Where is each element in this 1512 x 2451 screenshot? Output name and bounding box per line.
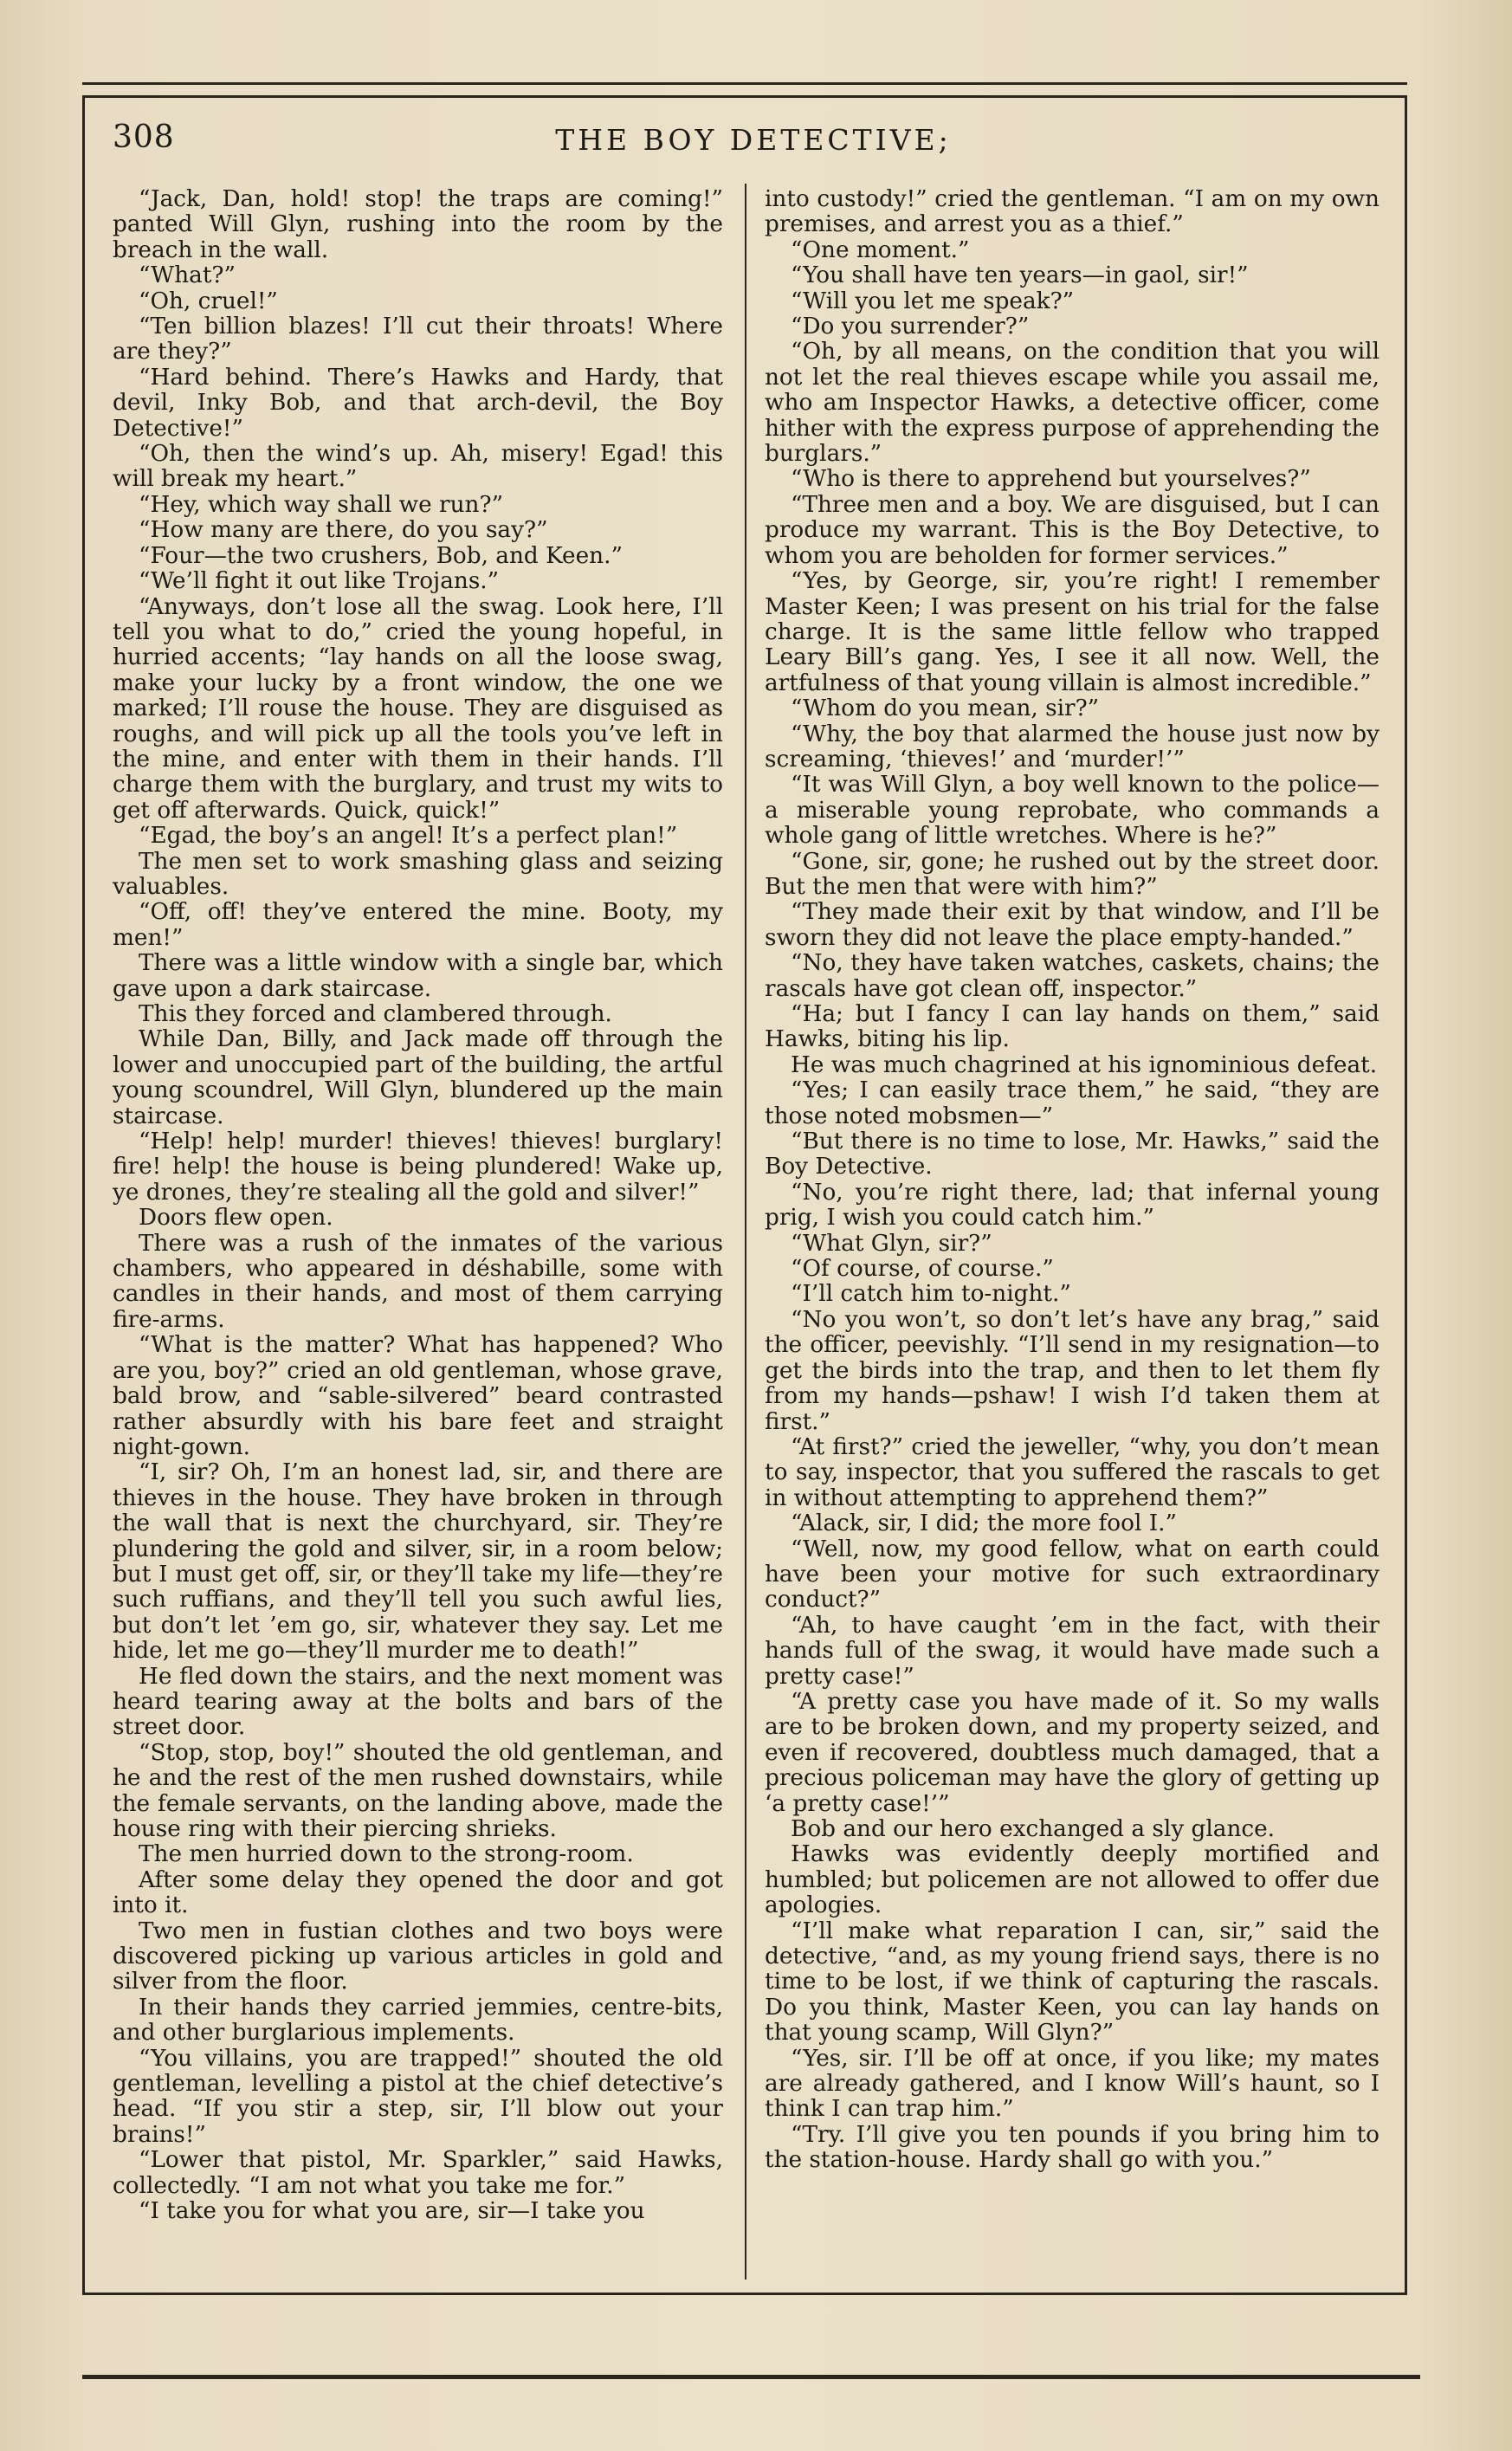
paragraph: “Oh, cruel!”	[139, 288, 278, 314]
paragraph: Doors flew open.	[139, 1205, 333, 1232]
paragraph: “Yes, by George, sir, you’re right! I remember Master Keen; I was present on his trial for the false charge. It is the same little fellow who trapped Leary Bill’s gang. Yes, I see it all now. Well, the artfulness of that young villain is almost incredible.”	[765, 568, 1380, 696]
paragraph: “Ha; but I fancy I can lay hands on them,” said Hawks, biting his lip.	[765, 1001, 1380, 1053]
left-column	[113, 187, 723, 2225]
paragraph: He fled down the stairs, and the next moment was heard tearing away at the bolts and bars of the street door.	[113, 1663, 723, 1741]
paragraph: Hawks was evidently deeply mortified and humbled; but policemen are not allowed to offer due apologies.	[765, 1841, 1380, 1919]
paragraph: “Help! help! murder! thieves! thieves! burglary! fire! help! the house is being plundered! Wake up, ye drones, they’re stealing all the gold and silver!”	[113, 1128, 723, 1206]
page-header	[113, 120, 1394, 171]
paragraph: “I, sir? Oh, I’m an honest lad, sir, and there are thieves in the house. They have broken in through the wall that is next the churchyard, sir. They’re plundering the gold and silver, sir, in a room below; but I must get off, sir, or they’ll take my life—they’re such ruffians, and they’ll tell you such awful lies, but don’t let ’em go, sir, whatever they say. Let me hide, let me go—they’ll murder me to death!”	[113, 1459, 723, 1665]
paragraph: “Hard behind. There’s Hawks and Hardy, that devil, Inky Bob, and that arch-devil, the Boy Detective!”	[113, 364, 723, 442]
paragraph: “How many are there, do you say?”	[139, 517, 548, 544]
paragraph: “Three men and a boy. We are disguised, but I can produce my warrant. This is the Boy Detective, to whom you are beholden for former services.”	[765, 491, 1380, 569]
paragraph: “No you won’t, so don’t let’s have any brag,” said the officer, peevishly. “I’ll send in my resignation—to get the birds into the trap, and then to let them fly from my hands—pshaw! I wish I’d taken them at first.”	[765, 1306, 1380, 1435]
paragraph: “Anyways, don’t lose all the swag. Look here, I’ll tell you what to do,” cried the young hopeful, in hurried accents; “lay hands on all the loose swag, make your lucky by a front window, the one we marked; I’ll rouse the house. They are disguised as roughs, and will pick up all the tools you’ve left in the mine, and enter with them in their hands. I’ll charge them with the burglary, and trust my wits to get off afterwards. Quick, quick!”	[113, 593, 723, 824]
paragraph: “No, they have taken watches, caskets, chains; the rascals have got clean off, inspector.”	[765, 950, 1380, 1002]
paragraph: “Gone, sir, gone; he rushed out by the street door. But the men that were with him?”	[765, 848, 1380, 900]
paragraph: “Stop, stop, boy!” shouted the old gentleman, and he and the rest of the men rushed downstairs, while the female servants, on the landing above, made the house ring with their piercing shrieks.	[113, 1739, 723, 1842]
paragraph: “You shall have ten years—in gaol, sir!”	[791, 262, 1249, 289]
paragraph: “What is the matter? What has happened? Who are you, boy?” cried an old gentleman, whose grave, bald brow, and “sable-silvered” beard contrasted rather absurdly with his bare feet and straight night-gown.	[113, 1332, 723, 1460]
paragraph: There was a little window with a single bar, which gave upon a dark staircase.	[113, 950, 723, 1002]
paragraph: After some delay they opened the door and got into it.	[113, 1866, 723, 1919]
paragraph: “You villains, you are trapped!” shouted the old gentleman, levelling a pistol at the chief detective’s head. “If you stir a step, sir, I’ll blow out your brains!”	[113, 2045, 723, 2148]
paragraph: “Well, now, my good fellow, what on earth could have been your motive for such extraordinary conduct?”	[765, 1536, 1380, 1614]
paragraph: “I take you for what you are, sir—I take you	[139, 2198, 645, 2225]
paragraph: “Jack, Dan, hold! stop! the traps are coming!” panted Will Glyn, rushing into the room by the breach in the wall.	[113, 186, 723, 263]
paragraph: “I’ll catch him to-night.”	[791, 1281, 1071, 1308]
paragraph: He was much chagrined at his ignominious defeat.	[791, 1051, 1378, 1078]
paragraph: “What Glyn, sir?”	[791, 1230, 992, 1257]
right-column	[765, 187, 1380, 2174]
paragraph: “Yes; I can easily trace them,” he said, “they are those noted mobsmen—”	[765, 1077, 1380, 1129]
paragraph: “Alack, sir, I did; the more fool I.”	[791, 1510, 1177, 1537]
paragraph: In their hands they carried jemmies, centre-bits, and other burglarious implements.	[113, 1994, 723, 2047]
paragraph: “Try. I’ll give you ten pounds if you bring him to the station-house. Hardy shall go with you.”	[765, 2121, 1380, 2174]
top-rule	[82, 82, 1407, 85]
paragraph: “Off, off! they’ve entered the mine. Booty, my men!”	[113, 899, 723, 951]
paragraph: “I’ll make what reparation I can, sir,” said the detective, “and, as my young friend says, there is no time to be lost, if we think of capturing the rascals. Do you think, Master Keen, you can lay hands on that young scamp, Will Glyn?”	[765, 1917, 1380, 2047]
paragraph: “Lower that pistol, Mr. Sparkler,” said Hawks, collectedly. “I am not what you take me for.”	[113, 2147, 723, 2199]
paragraph: “It was Will Glyn, a boy well known to the police—a miserable young reprobate, who commands a whole gang of little wretches. Where is he?”	[765, 772, 1380, 850]
column-divider	[745, 184, 746, 2280]
paragraph: “No, you’re right there, lad; that infernal young prig, I wish you could catch him.”	[765, 1179, 1380, 1232]
paragraph: “Oh, then the wind’s up. Ah, misery! Egad! this will break my heart.”	[113, 441, 723, 493]
paragraph: into custody!” cried the gentleman. “I am on my own premises, and arrest you as a thief.”	[765, 186, 1380, 238]
paragraph: “Who is there to apprehend but yourselves?”	[791, 466, 1311, 493]
paragraph: “Of course, of course.”	[791, 1256, 1054, 1283]
paragraph: “They made their exit by that window, and I’ll be sworn they did not leave the place empty-handed.”	[765, 899, 1380, 951]
paragraph: “A pretty case you have made of it. So my walls are to be broken down, and my property seized, and even if recovered, doubtless much damaged, that a precious policeman may have the glory of getting up ‘a pretty case!’”	[765, 1688, 1380, 1817]
paragraph: This they forced and clambered through.	[139, 1001, 612, 1027]
paragraph: “Do you surrender?”	[791, 314, 1030, 340]
paragraph: “What?”	[139, 262, 236, 289]
paragraph: “Four—the two crushers, Bob, and Keen.”	[139, 542, 623, 569]
paragraph: “Yes, sir. I’ll be off at once, if you like; my mates are already gathered, and I know Will’s haunt, so I think I can trap him.”	[765, 2045, 1380, 2123]
paragraph: The men hurried down to the strong-room.	[139, 1841, 634, 1868]
paragraph: “Ah, to have caught ’em in the fact, with their hands full of the swag, it would have made such a pretty case!”	[765, 1612, 1380, 1690]
paragraph: “Why, the boy that alarmed the house just now by screaming, ‘thieves!’ and ‘murder!’”	[765, 721, 1380, 773]
paragraph: “Will you let me speak?”	[791, 288, 1075, 314]
paragraph: “At first?” cried the jeweller, “why, you don’t mean to say, inspector, that you suffered the rascals to get in without attempting to apprehend them?”	[765, 1433, 1380, 1511]
paragraph: The men set to work smashing glass and seizing valuables.	[113, 848, 723, 900]
paragraph: “Egad, the boy’s an angel! It’s a perfect plan!”	[139, 823, 678, 850]
paragraph: “Hey, which way shall we run?”	[139, 491, 504, 518]
paragraph: Two men in fustian clothes and two boys were discovered picking up various articles in gold and silver from the floor.	[113, 1917, 723, 1995]
paragraph: While Dan, Billy, and Jack made off through the lower and unoccupied part of the building, the artful young scoundrel, Will Glyn, blundered up the main staircase.	[113, 1026, 723, 1129]
paragraph: “Whom do you mean, sir?”	[791, 695, 1100, 722]
paragraph: “But there is no time to lose, Mr. Hawks,” said the Boy Detective.	[765, 1128, 1380, 1180]
bottom-rule	[82, 2375, 1420, 2379]
page-number: 308	[113, 120, 175, 155]
paragraph: “One moment.”	[791, 236, 970, 263]
paragraph: “Ten billion blazes! I’ll cut their throats! Where are they?”	[113, 314, 723, 365]
paragraph: There was a rush of the inmates of the various chambers, who appeared in déshabille, some with candles in their hands, and most of them carrying fire-arms.	[113, 1230, 723, 1333]
running-title: THE BOY DETECTIVE;	[555, 123, 952, 157]
paragraph: “We’ll fight it out like Trojans.”	[139, 568, 500, 595]
paragraph: “Oh, by all means, on the condition that you will not let the real thieves escape while you assail me, who am Inspector Hawks, a detective officer, come hither with the express purpose of apprehending the burglars.”	[765, 339, 1380, 468]
paragraph: Bob and our hero exchanged a sly glance.	[791, 1816, 1276, 1842]
